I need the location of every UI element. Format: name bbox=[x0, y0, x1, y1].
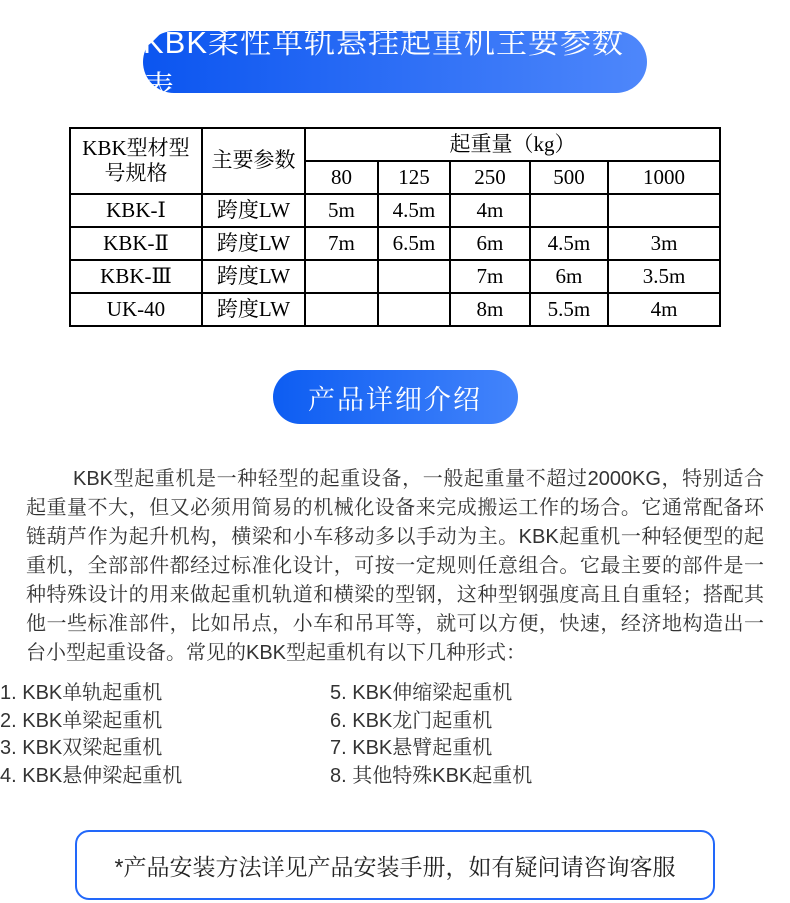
spec-table bbox=[69, 127, 721, 327]
cell-value: 4m bbox=[608, 293, 720, 326]
cell-value bbox=[608, 194, 720, 227]
cell-value: 7m bbox=[450, 260, 530, 293]
cell-param: 跨度LW bbox=[202, 227, 305, 260]
header-capacity: 500 bbox=[530, 161, 608, 194]
spec-row bbox=[70, 194, 720, 227]
header-capacity: 80 bbox=[305, 161, 378, 194]
cell-value: 3m bbox=[608, 227, 720, 260]
spec-table-header-row bbox=[70, 128, 720, 161]
cell-value: 8m bbox=[450, 293, 530, 326]
title-banner bbox=[143, 25, 647, 105]
footer-note-text: *产品安装方法详见产品安装手册，如有疑问请咨询客服 bbox=[114, 853, 676, 880]
header-capacity: 1000 bbox=[608, 161, 720, 194]
cell-model: KBK-Ⅰ bbox=[70, 194, 202, 227]
cell-value: 4.5m bbox=[530, 227, 608, 260]
footer-note-box bbox=[75, 830, 715, 900]
cell-value bbox=[378, 260, 450, 293]
cell-value: 5m bbox=[305, 194, 378, 227]
cell-value bbox=[305, 260, 378, 293]
cell-value bbox=[378, 293, 450, 326]
cell-value: 6.5m bbox=[378, 227, 450, 260]
list-item: 5. KBK伸缩梁起重机 bbox=[330, 682, 513, 704]
header-capacity-group: 起重量（kg） bbox=[305, 128, 720, 161]
list-item: 1. KBK单轨起重机 bbox=[0, 682, 163, 704]
list-item: 3. KBK双梁起重机 bbox=[0, 737, 163, 759]
header-capacity: 250 bbox=[450, 161, 530, 194]
cell-param: 跨度LW bbox=[202, 260, 305, 293]
list-item: 7. KBK悬臂起重机 bbox=[330, 737, 493, 759]
cell-model: KBK-Ⅱ bbox=[70, 227, 202, 260]
section-header-pill bbox=[273, 370, 518, 424]
cell-model: KBK-Ⅲ bbox=[70, 260, 202, 293]
section-header-text: 产品详细介绍 bbox=[308, 384, 482, 415]
cell-value: 7m bbox=[305, 227, 378, 260]
cell-value: 3.5m bbox=[608, 260, 720, 293]
cell-model: UK-40 bbox=[70, 293, 202, 326]
header-model: KBK型材型号规格 bbox=[70, 128, 202, 194]
cell-value bbox=[530, 194, 608, 227]
list-item: 2. KBK单梁起重机 bbox=[0, 709, 163, 732]
spec-row bbox=[70, 227, 720, 260]
cell-value: 5.5m bbox=[530, 293, 608, 326]
intro-paragraph: KBK型起重机是一种轻型的起重设备，一般起重量不超过2000KG，特别适合起重量不大，但又必须用简易的机械化设备来完成搬运工作的场合。它通常配备环链葫芦作为起升机构，横梁和小车移动多以手动为主。KBK起重机一种轻便型的起重机，全部部件都经过标准化设计，可按一定规则任意组合。它最主要的部件是一种特殊设计的用来做起重机轨道和横梁的型钢，这种型钢强度高且自重轻；搭配其他一些标准部件，比如吊点，小车和吊耳等，就可以方便，快速，经济地构造出一台小型起重设备。常见的KBK型起重机有以下几种形式： bbox=[26, 468, 764, 664]
list-item: 8. 其他特殊KBK起重机 bbox=[330, 764, 533, 787]
list-item: 4. KBK悬伸梁起重机 bbox=[0, 764, 183, 787]
crane-type-list-right bbox=[330, 680, 532, 790]
crane-type-list-left bbox=[0, 680, 330, 790]
cell-value: 4.5m bbox=[378, 194, 450, 227]
cell-value: 6m bbox=[530, 260, 608, 293]
title-banner-text: KBK柔性单轨悬挂起重机主要参数表 bbox=[143, 25, 625, 105]
cell-value: 4m bbox=[450, 194, 530, 227]
spec-row bbox=[70, 260, 720, 293]
list-item: 6. KBK龙门起重机 bbox=[330, 709, 493, 732]
header-capacity: 125 bbox=[378, 161, 450, 194]
crane-type-list bbox=[0, 680, 790, 790]
spec-row bbox=[70, 293, 720, 326]
cell-value: 6m bbox=[450, 227, 530, 260]
cell-param: 跨度LW bbox=[202, 194, 305, 227]
header-param: 主要参数 bbox=[202, 128, 305, 194]
cell-param: 跨度LW bbox=[202, 293, 305, 326]
cell-value bbox=[305, 293, 378, 326]
